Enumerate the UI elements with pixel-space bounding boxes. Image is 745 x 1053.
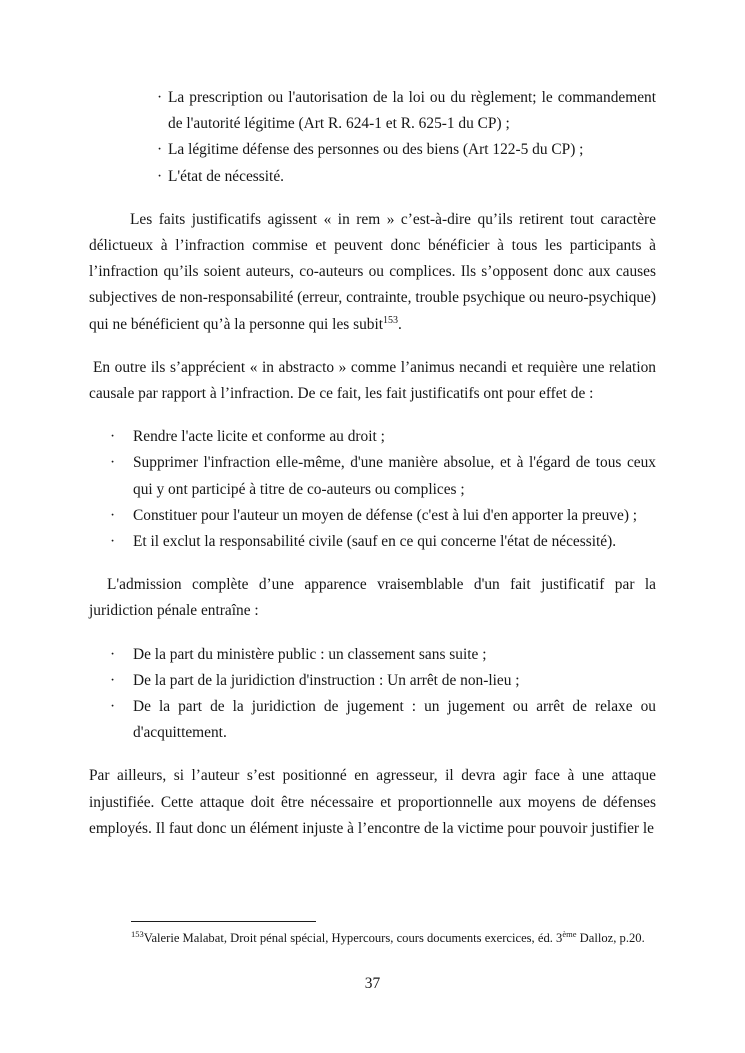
list-item — [89, 503, 656, 529]
footnote-edition-sup: ème — [562, 928, 577, 939]
paragraph-admission: L'admission complète d’une apparence vraisemblable d'un fait justificatif par la juridiction pénale entraîne : — [89, 576, 656, 620]
list-item-text: Constituer pour l'auteur un moyen de défense (c'est à lui d'en apporter la preuve) ; — [133, 506, 638, 524]
list-item — [89, 450, 656, 502]
bullet-icon: · — [110, 645, 116, 663]
paragraph-par-ailleurs: Par ailleurs, si l’auteur s’est positionné en agresseur, il devra agir face à une attaque injustifiée. Cette attaque doit être nécessaire et proportionnelle aux moyens de défenses employés. Il faut donc un élément injuste à l’encontre de la victime pour pouvoir justifier le — [89, 767, 656, 837]
paragraph-text: . — [398, 315, 402, 333]
footnote-citation-end: Dalloz, p.20. — [576, 931, 645, 945]
list-item — [89, 137, 656, 163]
list-item — [89, 529, 656, 555]
list-item — [89, 164, 656, 190]
footnote-text — [131, 930, 658, 947]
footnote-number: 153 — [131, 928, 144, 939]
page-content — [89, 85, 656, 859]
bullet-icon: · — [110, 506, 116, 524]
list-item — [89, 694, 656, 746]
footnote-separator — [131, 921, 316, 922]
list-item-text: La légitime défense des personnes ou des biens (Art 122-5 du CP) ; — [168, 141, 584, 159]
bullet-icon: · — [110, 671, 116, 689]
bullet-icon: · — [157, 141, 163, 159]
bullet-icon: · — [110, 428, 116, 446]
bullet-icon: · — [157, 89, 163, 106]
consequences-list — [89, 642, 656, 747]
footnote-citation: Valerie Malabat, Droit pénal spécial, Hypercours, cours documents exercices, éd. 3 — [143, 931, 563, 945]
list-item-text: Supprimer l'infraction elle-même, d'une manière absolue, et à l'égard de tous ceux qui y ont participé à titre de co-auteurs ou complices ; — [133, 454, 656, 498]
footnote-reference: 153 — [383, 314, 399, 326]
page-number: 37 — [364, 975, 381, 992]
list-item — [89, 85, 656, 137]
list-item-text: La prescription ou l'autorisation de la loi ou du règlement; le commandement de l'autorité légitime (Art R. 624-1 et R. 625-1 du CP) ; — [168, 89, 656, 133]
list-item-text: Rendre l'acte licite et conforme au droit ; — [133, 428, 385, 446]
paragraph-text: Les faits justificatifs agissent « in rem » c’est-à-dire qu’ils retirent tout caractère délictueux à l’infraction commise et peuvent donc bénéficier à tous les participants à l’infraction qu’ils soient auteurs, co-auteurs ou complices. Ils s’opposent donc aux causes subjectives de non-responsabilité (erreur, contrainte, trouble psychique ou neuro-psychique) qui ne bénéficient qu’à la personne qui les subit — [89, 210, 656, 333]
list-item-text: Et il exclut la responsabilité civile (sauf en ce qui concerne l'état de nécessité). — [133, 533, 617, 551]
list-item-text: L'état de nécessité. — [168, 167, 285, 185]
effets-list — [89, 424, 656, 555]
footnote — [131, 921, 658, 947]
bullet-icon: · — [110, 454, 116, 472]
justification-causes-list — [89, 85, 656, 190]
list-item-text: De la part de la juridiction de jugement : un jugement ou arrêt de relaxe ou d'acquittement. — [133, 698, 656, 742]
list-item-text: De la part du ministère public : un classement sans suite ; — [133, 645, 487, 663]
list-item-text: De la part de la juridiction d'instruction : Un arrêt de non-lieu ; — [133, 671, 520, 689]
bullet-icon: · — [110, 698, 116, 716]
list-item — [89, 642, 656, 668]
bullet-icon: · — [157, 167, 163, 185]
list-item — [89, 668, 656, 694]
bullet-icon: · — [110, 533, 116, 551]
list-item — [89, 424, 656, 450]
paragraph-en-outre: En outre ils s’apprécient « in abstracto » comme l’animus necandi et requière une relation causale par rapport à l’infraction. De ce fait, les fait justificatifs ont pour effet de : — [89, 358, 656, 403]
paragraph-faits-justificatifs — [89, 207, 656, 338]
